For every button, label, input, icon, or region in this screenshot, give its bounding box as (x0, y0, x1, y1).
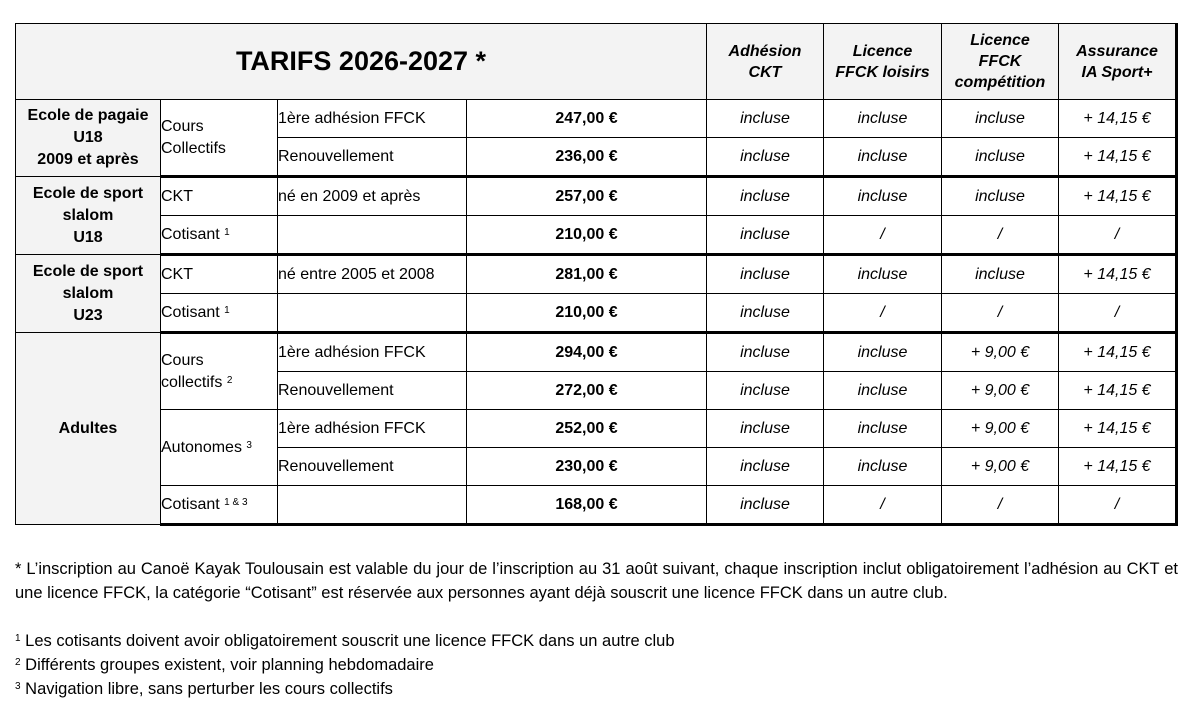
table-row (16, 333, 1177, 372)
footnote-text: Différents groupes existent, voir planning hebdomadaire (25, 656, 434, 674)
col-header-licence-competition (942, 24, 1059, 100)
assurance-cell: / (1059, 486, 1177, 525)
table-row (16, 100, 1177, 138)
col-header-line: IA Sport+ (1081, 63, 1153, 81)
price-cell: 168,00 € (467, 486, 707, 525)
licence-loisirs-cell: / (824, 216, 942, 255)
footnote-text: Navigation libre, sans perturber les cours collectifs (25, 680, 393, 698)
price-cell: 272,00 € (467, 372, 707, 410)
row-description: 1ère adhésion FFCK (278, 100, 467, 138)
footnote-ref: 1 (224, 226, 230, 238)
subgroup-cell (161, 100, 278, 177)
price-cell: 210,00 € (467, 216, 707, 255)
category-label: U23 (73, 306, 103, 324)
adhesion-cell: incluse (707, 216, 824, 255)
adhesion-cell: incluse (707, 448, 824, 486)
licence-loisirs-cell: incluse (824, 448, 942, 486)
adhesion-cell: incluse (707, 177, 824, 216)
adhesion-cell: incluse (707, 100, 824, 138)
price-cell: 236,00 € (467, 138, 707, 177)
category-label: Ecole de sport (32, 184, 144, 202)
subgroup-cell (161, 333, 278, 410)
footnote (15, 677, 1178, 701)
price-cell: 257,00 € (467, 177, 707, 216)
tarifs-table (15, 23, 1178, 526)
adhesion-cell: incluse (707, 294, 824, 333)
licence-competition-cell: incluse (942, 255, 1059, 294)
row-description: Renouvellement (278, 372, 467, 410)
footnote-ref: 1 & 3 (224, 496, 248, 508)
assurance-cell: + 14,15 € (1059, 448, 1177, 486)
licence-loisirs-cell: incluse (824, 410, 942, 448)
subgroup-label: Cotisant (161, 303, 220, 321)
price-cell: 252,00 € (467, 410, 707, 448)
footnote-ref: 1 (224, 304, 230, 316)
col-header-line: Licence (970, 32, 1030, 49)
table-title: TARIFS 2026-2027 * (16, 24, 707, 100)
subgroup-label: CKT (161, 187, 193, 205)
row-description (278, 216, 467, 255)
licence-loisirs-cell: incluse (824, 372, 942, 410)
col-header-line: FFCK loisirs (835, 63, 930, 81)
adhesion-cell: incluse (707, 138, 824, 177)
assurance-cell: + 14,15 € (1059, 255, 1177, 294)
footnote-mark: 3 (15, 681, 21, 692)
row-description: né entre 2005 et 2008 (278, 255, 467, 294)
row-description: Renouvellement (278, 138, 467, 177)
licence-loisirs-cell: / (824, 294, 942, 333)
licence-loisirs-cell: incluse (824, 177, 942, 216)
price-cell: 210,00 € (467, 294, 707, 333)
category-label: Adultes (58, 419, 118, 437)
table-row (16, 486, 1177, 525)
col-header-line: Assurance (1076, 42, 1158, 60)
licence-competition-cell: + 9,00 € (942, 448, 1059, 486)
category-cell (16, 255, 161, 333)
footnote (15, 629, 1178, 653)
row-description: né en 2009 et après (278, 177, 467, 216)
licence-competition-cell: incluse (942, 177, 1059, 216)
category-label: slalom (62, 206, 114, 224)
subgroup-label: CKT (161, 265, 193, 283)
category-label: 2009 et après (37, 151, 139, 168)
licence-competition-cell: / (942, 294, 1059, 333)
col-header-line: Licence (852, 42, 913, 60)
price-cell: 281,00 € (467, 255, 707, 294)
category-label: U18 (73, 228, 103, 246)
subgroup-label: Cotisant (161, 225, 220, 243)
footnote-text: Les cotisants doivent avoir obligatoirement souscrit une licence FFCK dans un autre club (25, 632, 675, 650)
licence-loisirs-cell: incluse (824, 333, 942, 372)
adhesion-cell: incluse (707, 486, 824, 525)
subgroup-cell (161, 255, 278, 294)
footnotes-list (15, 629, 1178, 701)
licence-competition-cell: + 9,00 € (942, 372, 1059, 410)
licence-loisirs-cell: incluse (824, 138, 942, 177)
licence-loisirs-cell: incluse (824, 100, 942, 138)
price-cell: 247,00 € (467, 100, 707, 138)
subgroup-cell (161, 486, 278, 525)
category-label: U18 (73, 129, 103, 146)
category-cell (16, 177, 161, 255)
subgroup-label: Cours (161, 117, 204, 135)
subgroup-cell (161, 216, 278, 255)
main-note: * L’inscription au Canoë Kayak Toulousain est valable du jour de l’inscription au 31 août suivant, chaque inscription inclut obligatoirement l’adhésion au CKT et une licence FFCK, la catégorie “Cotisant” est réservée aux personnes ayant déjà souscrit une licence FFCK dans un autre club. (15, 560, 1178, 602)
assurance-cell: / (1059, 216, 1177, 255)
subgroup-cell (161, 410, 278, 486)
table-row (16, 216, 1177, 255)
category-cell (16, 100, 161, 177)
col-header-line: CKT (748, 63, 782, 81)
assurance-cell: + 14,15 € (1059, 100, 1177, 138)
table-row (16, 410, 1177, 448)
assurance-cell: / (1059, 294, 1177, 333)
subgroup-cell (161, 177, 278, 216)
category-cell (16, 333, 161, 525)
adhesion-cell: incluse (707, 410, 824, 448)
subgroup-label: collectifs (161, 373, 223, 391)
subgroup-cell (161, 294, 278, 333)
assurance-cell: + 14,15 € (1059, 177, 1177, 216)
assurance-cell: + 14,15 € (1059, 372, 1177, 410)
adhesion-cell: incluse (707, 333, 824, 372)
category-label: slalom (62, 284, 114, 302)
licence-competition-cell: incluse (942, 100, 1059, 138)
licence-loisirs-cell: / (824, 486, 942, 525)
licence-competition-cell: / (942, 486, 1059, 525)
table-row (16, 177, 1177, 216)
col-header-line: Adhésion (728, 42, 802, 60)
col-header-line: compétition (954, 74, 1046, 91)
table-row (16, 255, 1177, 294)
footnote-ref: 3 (246, 439, 252, 451)
category-label: Ecole de sport (32, 262, 144, 280)
footnote (15, 653, 1178, 677)
row-description (278, 486, 467, 525)
row-description: 1ère adhésion FFCK (278, 410, 467, 448)
assurance-cell: + 14,15 € (1059, 138, 1177, 177)
licence-competition-cell: + 9,00 € (942, 333, 1059, 372)
row-description (278, 294, 467, 333)
price-cell: 294,00 € (467, 333, 707, 372)
assurance-cell: + 14,15 € (1059, 410, 1177, 448)
footnote-mark: 2 (15, 657, 21, 668)
col-header-adhesion (707, 24, 824, 100)
row-description: 1ère adhésion FFCK (278, 333, 467, 372)
licence-competition-cell: / (942, 216, 1059, 255)
licence-loisirs-cell: incluse (824, 255, 942, 294)
footnote-ref: 2 (226, 374, 233, 386)
assurance-cell: + 14,15 € (1059, 333, 1177, 372)
row-description: Renouvellement (278, 448, 467, 486)
notes-section (15, 557, 1178, 701)
subgroup-label: Cours (161, 351, 204, 369)
category-label: Ecole de pagaie (27, 107, 149, 124)
tarifs-body (16, 100, 1177, 525)
subgroup-label: Autonomes (161, 438, 242, 456)
subgroup-label: Collectifs (161, 139, 226, 157)
col-header-licence-loisirs (824, 24, 942, 100)
adhesion-cell: incluse (707, 255, 824, 294)
table-row (16, 294, 1177, 333)
licence-competition-cell: + 9,00 € (942, 410, 1059, 448)
col-header-line: FFCK (978, 53, 1022, 70)
adhesion-cell: incluse (707, 372, 824, 410)
price-cell: 230,00 € (467, 448, 707, 486)
col-header-assurance (1059, 24, 1177, 100)
header-row (16, 24, 1177, 100)
licence-competition-cell: incluse (942, 138, 1059, 177)
subgroup-label: Cotisant (161, 495, 220, 513)
footnote-mark: 1 (15, 633, 21, 644)
